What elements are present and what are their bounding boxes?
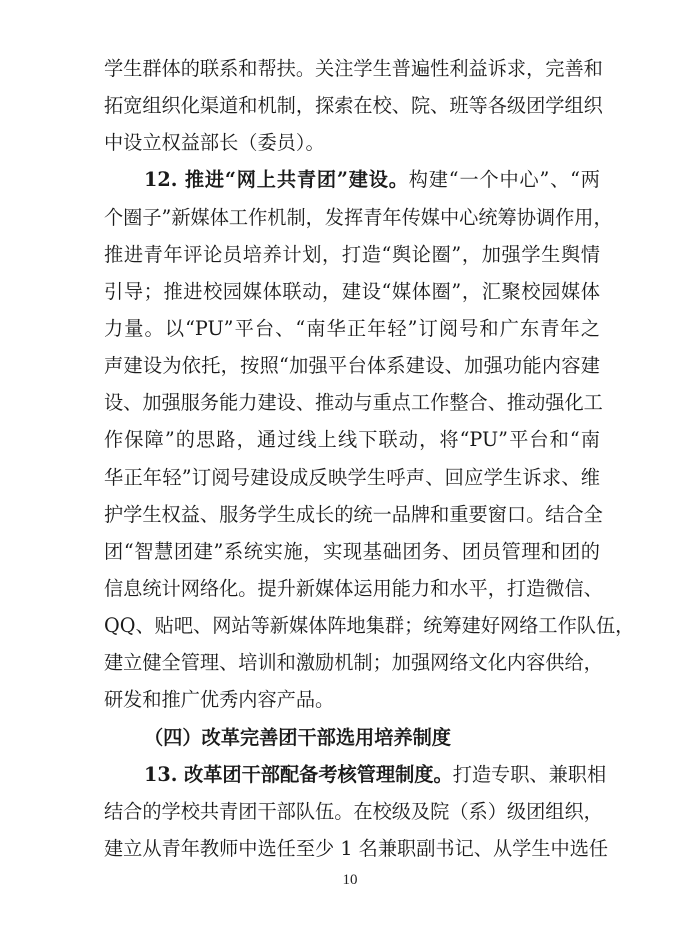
item-13-title: 13. 改革团干部配备考核管理制度。 xyxy=(144,763,453,786)
paragraph-line: 护学生权益、服务学生成长的统一品牌和重要窗口。结合全 xyxy=(104,503,603,526)
paragraph-line: 研发和推广优秀内容产品。 xyxy=(104,688,335,711)
paragraph-line: 拓宽组织化渠道和机制，探索在校、院、班等各级团学组织 xyxy=(104,94,603,117)
item-13-first-line xyxy=(144,760,607,790)
paragraph-line: 建立健全管理、培训和激励机制；加强网络文化内容供给， xyxy=(104,651,603,674)
item-12-first-line xyxy=(144,165,600,195)
section-heading: （四）改革完善团干部选用培养制度 xyxy=(144,726,451,749)
paragraph-line: 中设立权益部长（委员）。 xyxy=(104,131,325,154)
paragraph-line: 力量。以“PU”平台、“南华正年轻”订阅号和广东青年之 xyxy=(104,317,600,340)
paragraph-line: 作保障”的思路，通过线上线下联动，将“PU”平台和“南 xyxy=(104,428,600,451)
paragraph-line: QQ、贴吧、网站等新媒体阵地集群；统筹建好网络工作队伍， xyxy=(104,614,635,637)
paragraph-line: 个圈子”新媒体工作机制，发挥青年传媒中心统筹协调作用， xyxy=(104,206,613,229)
paragraph-line: 声建设为依托，按照“加强平台体系建设、加强功能内容建 xyxy=(104,354,600,377)
item-12-first-line-text: 构建“一个中心”、“两 xyxy=(408,168,600,191)
paragraph-line: 设、加强服务能力建设、推动与重点工作整合、推动强化工 xyxy=(104,391,603,414)
paragraph-line: 引导；推进校园媒体联动，建设“媒体圈”，汇聚校园媒体 xyxy=(104,280,600,303)
paragraph-line: 建立从青年教师中选任至少 1 名兼职副书记、从学生中选任 xyxy=(104,837,609,860)
paragraph-line: 华正年轻”订阅号建设成反映学生呼声、回应学生诉求、维 xyxy=(104,466,600,489)
paragraph-line: 推进青年评论员培养计划，打造“舆论圈”，加强学生舆情 xyxy=(104,243,600,266)
paragraph-line: 结合的学校共青团干部队伍。在校级及院（系）级团组织， xyxy=(104,800,603,823)
item-12-title: 12. 推进“网上共青团”建设。 xyxy=(144,168,409,191)
paragraph-line: 团“智慧团建”系统实施，实现基础团务、团员管理和团的 xyxy=(104,540,600,563)
paragraph-line: 信息统计网络化。提升新媒体运用能力和水平，打造微信、 xyxy=(104,577,603,600)
item-13-first-line-text: 打造专职、兼职相 xyxy=(452,763,607,786)
paragraph-line: 学生群体的联系和帮扶。关注学生普遍性利益诉求，完善和 xyxy=(104,57,603,80)
page-number: 10 xyxy=(342,872,358,888)
